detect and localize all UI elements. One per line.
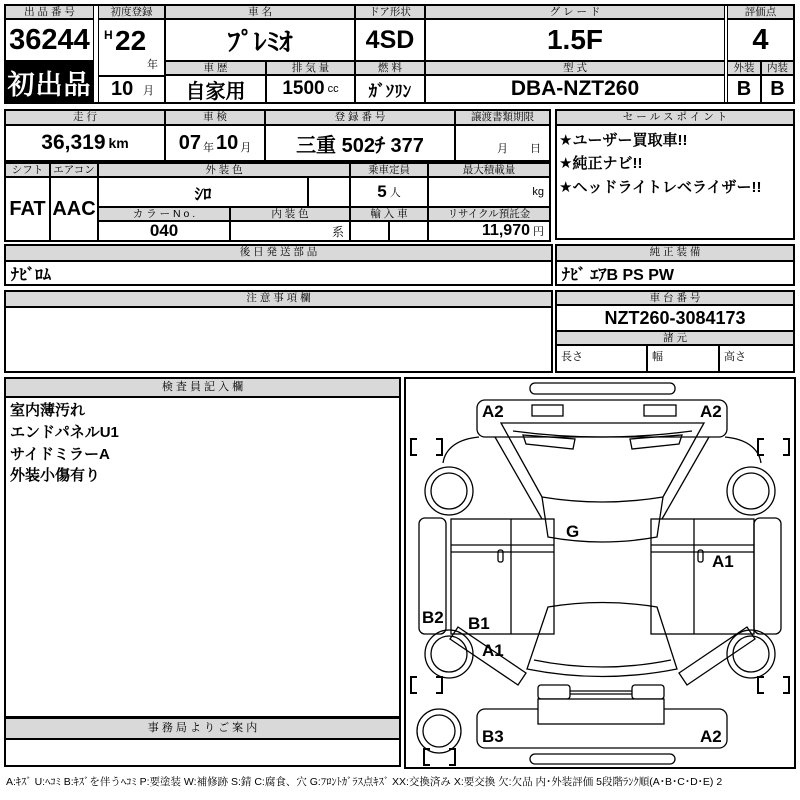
sales-point-item: ★ユーザー買取車!! bbox=[559, 132, 688, 149]
capacity-value bbox=[350, 177, 428, 207]
lot-number-value: 36244 bbox=[5, 19, 94, 61]
color-number-header: カ ラ ー N o . bbox=[98, 207, 230, 221]
import-car-cell-right bbox=[389, 221, 428, 241]
inspection-year: 07 bbox=[178, 131, 201, 154]
car-name-header: 車 名 bbox=[165, 5, 355, 19]
spec-width-cell: 幅 bbox=[647, 345, 719, 372]
transfer-deadline-value bbox=[455, 125, 550, 161]
headlight-right bbox=[644, 405, 676, 416]
first-listing-badge: 初出品 bbox=[5, 61, 94, 103]
capacity-header: 乗車定員 bbox=[350, 163, 428, 177]
sales-point-item: ★純正ナビ!! bbox=[559, 155, 643, 173]
displacement-value bbox=[266, 75, 355, 103]
bracket-bottom bbox=[424, 749, 455, 765]
score-header: 評価点 bbox=[727, 5, 794, 19]
car-top-view-drawing bbox=[406, 379, 794, 767]
office-info-body bbox=[5, 739, 400, 766]
damage-label-glass: G bbox=[566, 522, 580, 541]
exterior-color-value: ｼﾛ bbox=[98, 177, 308, 207]
front-fender-left bbox=[443, 437, 479, 463]
first-registration-year bbox=[98, 19, 165, 76]
chassis-number-value: NZT260-3084173 bbox=[556, 305, 794, 331]
rear-window bbox=[527, 603, 677, 677]
transfer-deadline-header: 譲渡書類期限 bbox=[455, 110, 550, 125]
inspection-month: 10 bbox=[216, 131, 239, 154]
model-code-value: DBA-NZT260 bbox=[425, 75, 725, 103]
inspection-year-suffix: 年 bbox=[203, 142, 214, 154]
rear-shelf-curve bbox=[534, 660, 671, 667]
inspection-value bbox=[165, 125, 265, 161]
import-car-cell-left bbox=[350, 221, 389, 241]
spec-length-cell: 長さ bbox=[556, 345, 647, 372]
first-registration-month bbox=[98, 76, 165, 103]
registration-number-header: 登 録 番 号 bbox=[265, 110, 455, 125]
interior-grade-value: B bbox=[761, 75, 794, 103]
grade-header: グ レ ー ド bbox=[425, 5, 725, 19]
chassis-number-header: 車 台 番 号 bbox=[556, 291, 794, 305]
notes-body bbox=[5, 307, 552, 372]
damage-label-quarter-left: A1 bbox=[482, 641, 504, 660]
genuine-equipment-value: ﾅﾋﾞ ｴｱB PS PW bbox=[556, 261, 794, 285]
a-pillar-left bbox=[495, 437, 542, 519]
displacement-header: 排 気 量 bbox=[266, 61, 355, 75]
import-car-header: 輸 入 車 bbox=[350, 207, 428, 221]
aircon-value: AAC bbox=[50, 177, 98, 241]
trunk-detail-left bbox=[538, 685, 570, 699]
month-suffix: 月 bbox=[143, 85, 154, 97]
history-value: 自家用 bbox=[165, 75, 266, 103]
wheel-front-left-inner bbox=[431, 473, 467, 509]
bracket-rear-left bbox=[411, 677, 442, 693]
payload-unit: kg bbox=[532, 186, 544, 198]
exterior-grade-value: B bbox=[727, 75, 761, 103]
later-parts-value: ﾅﾋﾞﾛﾑ bbox=[5, 261, 552, 285]
year-suffix: 年 bbox=[147, 59, 158, 71]
damage-label-door-left: B1 bbox=[468, 614, 490, 633]
sales-point-item: ★ヘッドライトレベライザー!! bbox=[559, 178, 762, 196]
displacement-unit: cc bbox=[327, 83, 339, 95]
inspector-notes-body bbox=[5, 397, 400, 718]
genuine-equipment-header: 純 正 装 備 bbox=[556, 245, 794, 261]
shift-header: シフト bbox=[5, 163, 50, 177]
damage-label-front-right: A2 bbox=[700, 402, 722, 421]
registration-number-value: 三重 502ﾁ 377 bbox=[265, 125, 455, 161]
first-reg-month-value: 10 bbox=[111, 78, 134, 100]
model-code-header: 型 式 bbox=[425, 61, 725, 75]
later-parts-header: 後 日 発 送 部 品 bbox=[5, 245, 552, 261]
mileage-unit: km bbox=[108, 135, 129, 151]
recycle-fee-header: リサイクル預託金 bbox=[428, 207, 550, 221]
windshield bbox=[501, 423, 704, 502]
shift-value: FAT bbox=[5, 177, 50, 241]
aircon-header: エアコン bbox=[50, 163, 98, 177]
door-shape-header: ドア形状 bbox=[355, 5, 425, 19]
damage-code-legend: A:ｷｽﾞ U:ﾍｺﾐ B:ｷｽﾞを伴うﾍｺﾐ P:要塗装 W:補修跡 S:錆 C:腐食、穴 G:ﾌﾛﾝﾄｶﾞﾗｽ点ｷｽﾞ XX:交換済み X:要交換 欠:欠品 内･外装評価 5段階ﾗﾝｸ順(A･B･C･D･E) 2 bbox=[6, 776, 723, 788]
damage-label-rear-right: A2 bbox=[700, 727, 722, 746]
front-fender-right bbox=[725, 437, 761, 463]
first-registration-header: 初度登録 bbox=[98, 5, 165, 19]
exterior-color-header: 外 装 色 bbox=[98, 163, 350, 177]
cowl-band bbox=[542, 497, 663, 542]
inspector-note-line: 外装小傷有り bbox=[10, 467, 101, 485]
front-bumper-top bbox=[530, 383, 675, 394]
mileage-header: 走 行 bbox=[5, 110, 165, 125]
inspector-notes-header: 検 査 員 記 入 欄 bbox=[5, 378, 400, 397]
car-name-value: ﾌﾟﾚﾐｵ bbox=[165, 19, 355, 61]
car-damage-diagram bbox=[405, 378, 795, 768]
capacity-number: 5 bbox=[377, 182, 387, 201]
inspector-note-line: エンドパネルU1 bbox=[10, 423, 119, 441]
recycle-fee-value bbox=[428, 221, 550, 241]
wheel-rear-left-inner bbox=[431, 636, 467, 672]
trunk-detail-right bbox=[632, 685, 664, 699]
wheel-rear-right bbox=[727, 630, 775, 678]
history-header: 車 歴 bbox=[165, 61, 266, 75]
transfer-deadline-text: 月 日 bbox=[497, 143, 541, 155]
door-panel-right bbox=[651, 519, 754, 634]
sales-points-body bbox=[556, 125, 794, 239]
damage-label-door-right: A1 bbox=[712, 552, 734, 571]
wheel-front-right bbox=[727, 467, 775, 515]
damage-label-front-left: A2 bbox=[482, 402, 504, 421]
payload-value bbox=[428, 177, 550, 207]
exterior-color-sub-cell bbox=[308, 177, 350, 207]
side-sill-right bbox=[754, 518, 781, 634]
mileage-value bbox=[5, 125, 165, 161]
interior-color-value: 系 bbox=[230, 221, 350, 241]
inspection-header: 車 検 bbox=[165, 110, 265, 125]
interior-color-header: 内 装 色 bbox=[230, 207, 350, 221]
a-pillar-right bbox=[662, 437, 709, 519]
capacity-unit: 人 bbox=[389, 187, 401, 199]
specs-header: 諸 元 bbox=[556, 331, 794, 345]
spec-height-cell: 高さ bbox=[719, 345, 794, 372]
rear-bumper-bottom bbox=[530, 754, 675, 764]
lot-number-header: 出 品 番 号 bbox=[5, 5, 94, 19]
color-number-value: 040 bbox=[98, 221, 230, 241]
score-value: 4 bbox=[727, 19, 794, 61]
wheel-front-left bbox=[425, 467, 473, 515]
wheel-front-right-inner bbox=[733, 473, 769, 509]
fuel-value: ｶﾞｿﾘﾝ bbox=[355, 75, 425, 103]
spare-wheel-inner bbox=[423, 715, 455, 747]
inspector-note-line: サイドミラーA bbox=[10, 445, 110, 463]
notes-header: 注 意 事 項 欄 bbox=[5, 291, 552, 307]
era-letter: H bbox=[104, 28, 113, 42]
payload-header: 最大積載量 bbox=[428, 163, 550, 177]
interior-grade-header: 内装 bbox=[761, 61, 794, 75]
first-reg-year-value: 22 bbox=[115, 25, 147, 56]
bracket-front-left bbox=[411, 439, 442, 455]
sales-points-header: セ ー ル ス ポ イ ン ト bbox=[556, 110, 794, 125]
grade-value: 1.5F bbox=[425, 19, 725, 61]
recycle-fee-number: 11,970 bbox=[481, 222, 530, 239]
inspection-month-suffix: 月 bbox=[240, 142, 252, 154]
mileage-number: 36,319 bbox=[41, 131, 106, 154]
bracket-rear-right bbox=[758, 677, 789, 693]
bracket-front-right bbox=[758, 439, 789, 455]
office-info-header: 事 務 局 よ り ご 案 内 bbox=[5, 718, 400, 739]
damage-label-side-left: B2 bbox=[422, 608, 444, 627]
recycle-fee-unit: 円 bbox=[533, 226, 544, 238]
door-panel-left bbox=[451, 519, 554, 634]
inspector-note-line: 室内薄汚れ bbox=[10, 402, 86, 419]
door-shape-value: 4SD bbox=[355, 19, 425, 61]
damage-label-rear-left: B3 bbox=[482, 727, 504, 746]
fuel-header: 燃 料 bbox=[355, 61, 425, 75]
headlight-left bbox=[532, 405, 563, 416]
wheel-rear-left bbox=[425, 630, 473, 678]
displacement-number: 1500 bbox=[282, 78, 325, 99]
trunk-lid bbox=[538, 699, 664, 724]
exterior-grade-header: 外装 bbox=[727, 61, 761, 75]
